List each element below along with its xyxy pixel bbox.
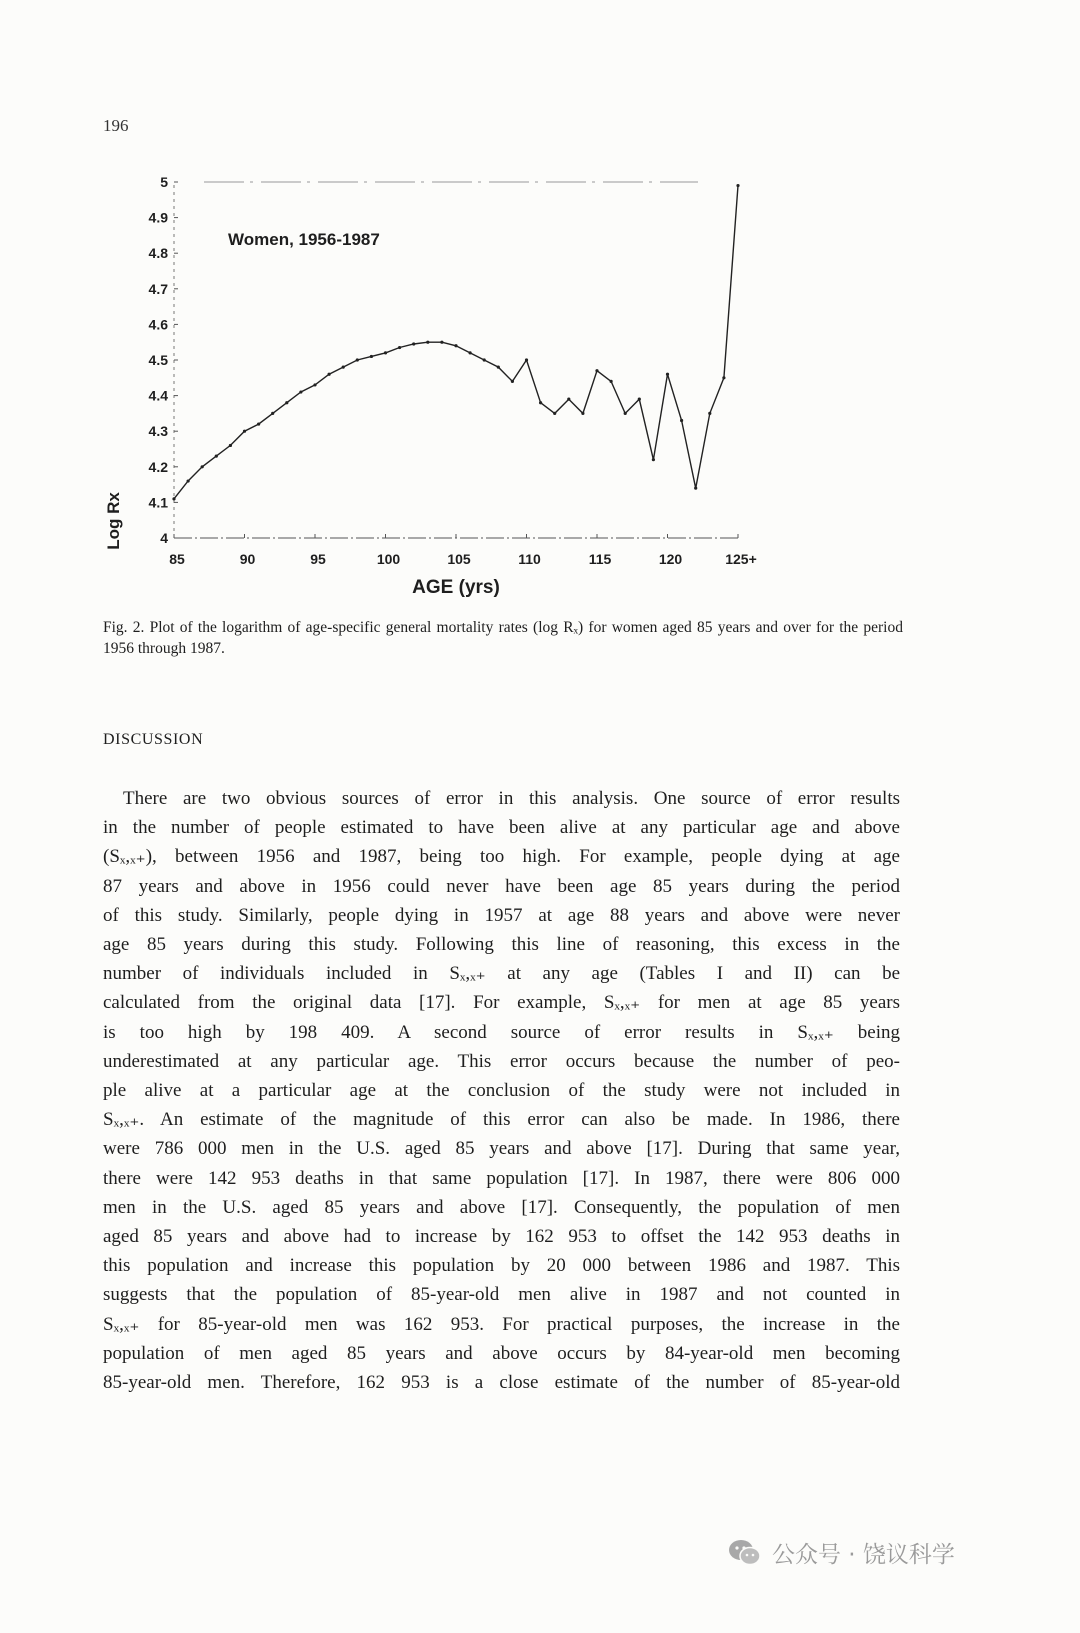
page-number: 196 <box>103 116 129 135</box>
y-tick-label: 4.9 <box>148 209 168 226</box>
data-point <box>172 497 175 500</box>
x-tick-label: 115 <box>588 551 612 567</box>
body-line: of this study. Similarly, people dying in 1957 at age 88 years and above were never <box>103 904 900 926</box>
x-tick-label: 120 <box>658 551 683 567</box>
y-tick-label: 4.6 <box>148 316 168 333</box>
x-tick-label: 90 <box>239 551 256 567</box>
body-line: There are two obvious sources of error in this analysis. One source of error results <box>123 788 900 809</box>
data-point <box>356 358 359 361</box>
data-point <box>497 366 500 369</box>
body-line: age 85 years during this study. Following this line of reasoning, this excess in the <box>103 934 900 956</box>
x-axis-label: AGE (yrs) <box>412 577 500 598</box>
body-line: is too high by 198 409. A second source of error results in Sₓ,ₓ₊ being <box>103 1021 900 1043</box>
body-line: calculated from the original data [17]. For example, Sₓ,ₓ₊ for men at age 85 years <box>103 992 900 1014</box>
data-point <box>511 380 514 383</box>
x-tick-label: 95 <box>310 551 326 567</box>
data-point <box>469 351 472 354</box>
figure-caption: Fig. 2. Plot of the logarithm of age-specific general mortality rates (log Rₓ) for women aged 85 years and over for the period 1956 through 1987. <box>103 619 903 657</box>
body-line: men in the U.S. aged 85 years and above [17]. Consequently, the population of men <box>103 1196 900 1218</box>
x-tick-label: 125+ <box>725 551 757 567</box>
data-point <box>398 346 401 349</box>
x-tick-label: 85 <box>169 551 185 567</box>
data-point <box>666 373 669 376</box>
data-point <box>567 398 570 401</box>
data-point <box>694 487 697 490</box>
y-tick-label: 5 <box>160 174 168 190</box>
data-point <box>581 412 584 415</box>
y-axis-label: Log Rx <box>104 492 123 550</box>
data-point <box>412 342 415 345</box>
data-point <box>638 398 641 401</box>
data-point <box>595 369 598 372</box>
y-tick-label: 4.7 <box>148 280 168 297</box>
body-line: population of men aged 85 years and above occurs by 84-year-old men becoming <box>103 1342 900 1364</box>
data-point <box>610 380 613 383</box>
x-tick-label: 105 <box>447 551 471 567</box>
body-line: in the number of people estimated to have been alive at any particular age and above <box>103 817 900 839</box>
data-point <box>328 373 331 376</box>
body-line: underestimated at any particular age. This error occurs because the number of peo- <box>103 1050 900 1072</box>
data-point <box>525 358 528 361</box>
data-point <box>370 355 373 358</box>
y-tick-label: 4.4 <box>148 387 168 404</box>
mortality-line-chart <box>0 160 1080 610</box>
x-tick-label: 110 <box>518 551 541 567</box>
y-tick-label: 4.8 <box>148 245 168 262</box>
data-point <box>243 430 246 433</box>
y-tick-label: 4.2 <box>148 458 168 475</box>
watermark-text: 公众号 · 饶议科学 <box>772 1542 955 1568</box>
body-line: Sₓ,ₓ₊ for 85-year-old men was 162 953. For practical purposes, the increase in the <box>103 1313 900 1335</box>
body-line: were 786 000 men in the U.S. aged 85 years and above [17]. During that same year, <box>103 1138 900 1160</box>
data-point <box>285 401 288 404</box>
data-point <box>187 479 190 482</box>
data-point <box>426 341 429 344</box>
data-point <box>215 455 218 458</box>
data-point <box>652 458 655 461</box>
body-line: suggests that the population of 85-year-old men alive in 1987 and not counted in <box>103 1284 900 1306</box>
body-paragraph <box>103 784 900 1397</box>
data-point <box>440 341 443 344</box>
x-axis-ticks <box>169 534 757 567</box>
body-line: there were 142 953 deaths in that same population [17]. In 1987, there were 806 000 <box>103 1167 900 1189</box>
data-point <box>271 412 274 415</box>
data-point <box>624 412 627 415</box>
body-line: 87 years and above in 1956 could never have been age 85 years during the period <box>103 875 900 897</box>
body-line: this population and increase this population by 20 000 between 1986 and 1987. This <box>103 1255 900 1277</box>
watermark <box>728 1536 955 1569</box>
data-point <box>736 184 739 187</box>
section-heading: DISCUSSION <box>103 731 204 748</box>
data-point <box>201 465 204 468</box>
data-point <box>708 412 711 415</box>
data-point <box>722 376 725 379</box>
data-point <box>454 344 457 347</box>
data-point <box>313 383 316 386</box>
data-point <box>539 401 542 404</box>
y-tick-label: 4 <box>160 530 168 546</box>
body-line: (Sₓ,ₓ₊), between 1956 and 1987, being too high. For example, people dying at age <box>103 846 900 868</box>
data-point <box>229 444 232 447</box>
y-tick-label: 4.5 <box>148 352 168 368</box>
data-point <box>553 412 556 415</box>
data-point <box>384 351 387 354</box>
x-tick-label: 100 <box>376 551 401 567</box>
y-tick-label: 4.3 <box>148 423 168 440</box>
body-line: aged 85 years and above had to increase by 162 953 to offset the 142 953 deaths in <box>103 1226 900 1248</box>
data-point <box>257 422 260 425</box>
body-line: ple alive at a particular age at the conclusion of the study were not included in <box>103 1080 900 1102</box>
data-point <box>483 358 486 361</box>
body-line: number of individuals included in Sₓ,ₓ₊ at any age (Tables I and II) can be <box>103 963 900 985</box>
body-line: 85-year-old men. Therefore, 162 953 is a close estimate of the number of 85-year-old <box>103 1372 900 1394</box>
data-point <box>299 390 302 393</box>
y-tick-label: 4.1 <box>148 494 168 511</box>
body-line: Sₓ,ₓ₊. An estimate of the magnitude of this error can also be made. In 1986, there <box>103 1109 900 1131</box>
data-point <box>680 419 683 422</box>
data-point <box>342 366 345 369</box>
wechat-icon <box>728 1538 762 1568</box>
chart-annotation: Women, 1956-1987 <box>228 230 380 249</box>
